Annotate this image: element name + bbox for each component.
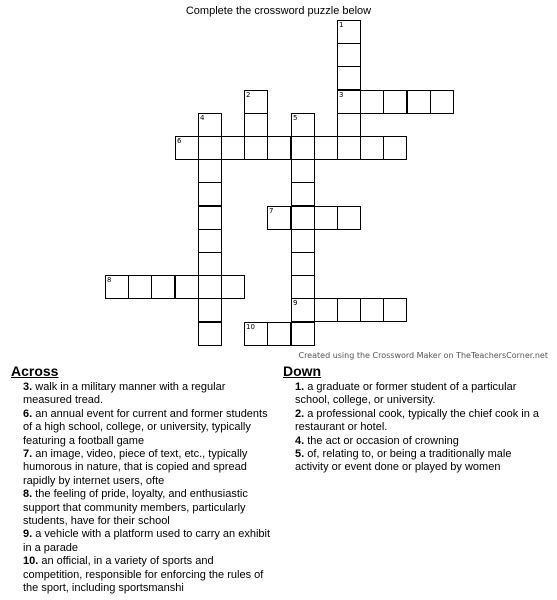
grid-cell[interactable] xyxy=(267,206,291,230)
grid-cell[interactable] xyxy=(198,322,222,346)
grid-cell-number: 5 xyxy=(293,114,298,122)
grid-cell-number: 2 xyxy=(246,91,251,99)
grid-cell-number: 7 xyxy=(269,207,274,215)
down-clues xyxy=(283,363,545,475)
grid-cell[interactable] xyxy=(383,90,407,114)
grid-cell-number: 3 xyxy=(339,91,344,99)
grid-cell[interactable] xyxy=(337,20,361,44)
grid-cell[interactable] xyxy=(337,66,361,90)
grid-cell[interactable] xyxy=(151,275,175,299)
grid-cell-number: 6 xyxy=(177,137,182,145)
grid-cell[interactable] xyxy=(175,136,199,160)
clue-down-5: 5. of, relating to, or being a traditionally male activity or event done or played by women xyxy=(295,448,512,474)
grid-cell[interactable] xyxy=(337,113,361,137)
grid-cell[interactable] xyxy=(244,136,268,160)
grid-cell[interactable] xyxy=(291,136,315,160)
grid-cell-number: 1 xyxy=(339,21,344,29)
clue-down-2: 2. a professional cook, typically the chief cook in a restaurant or hotel. xyxy=(295,407,539,434)
grid-cell[interactable] xyxy=(337,206,361,230)
grid-cell[interactable] xyxy=(244,113,268,137)
clue-across-6: 6. an annual event for current and former students of a high school, college, or university, typically featuring a football game xyxy=(23,407,268,447)
clue-down-1: 1. a graduate or former student of a particular school, college, or university. xyxy=(295,381,517,407)
grid-cell[interactable] xyxy=(221,275,245,299)
grid-cell[interactable] xyxy=(360,298,384,322)
grid-cell[interactable] xyxy=(291,113,315,137)
grid-cell[interactable] xyxy=(407,90,431,114)
grid-cell[interactable] xyxy=(291,159,315,183)
grid-cell[interactable] xyxy=(314,206,338,230)
grid-cell[interactable] xyxy=(198,275,222,299)
grid-cell[interactable] xyxy=(175,275,199,299)
grid-cell[interactable] xyxy=(244,322,268,346)
clue-across-3: 3. walk in a military manner with a regular measured tread. xyxy=(23,381,226,407)
grid-cell[interactable] xyxy=(198,252,222,276)
grid-cell[interactable] xyxy=(267,136,291,160)
grid-cell[interactable] xyxy=(430,90,454,114)
grid-cell[interactable] xyxy=(383,136,407,160)
grid-cell[interactable] xyxy=(337,298,361,322)
grid-cell[interactable] xyxy=(198,136,222,160)
grid-cell[interactable] xyxy=(198,206,222,230)
grid-cell[interactable] xyxy=(128,275,152,299)
grid-cell-number: 8 xyxy=(107,276,112,284)
clue-across-8: 8. the feeling of pride, loyalty, and enthusiastic support that community members, particularly students, have for their school xyxy=(23,488,248,528)
grid-cell[interactable] xyxy=(360,90,384,114)
grid-cell[interactable] xyxy=(291,229,315,253)
grid-cell[interactable] xyxy=(105,275,129,299)
clue-across-9: 9. a vehicle with a platform used to carry an exhibit in a parade xyxy=(23,528,271,554)
grid-cell[interactable] xyxy=(291,322,315,346)
grid-cell[interactable] xyxy=(267,322,291,346)
grid-cell[interactable] xyxy=(198,159,222,183)
grid-cell[interactable] xyxy=(383,298,407,322)
grid-cell[interactable] xyxy=(198,113,222,137)
across-heading: Across xyxy=(11,363,59,379)
grid-cell[interactable] xyxy=(291,182,315,206)
grid-cell[interactable] xyxy=(198,298,222,322)
clue-across-10: 10. an official, in a variety of sports and competition, responsible for enforcing the rules of the sport, including sportsmanshi xyxy=(23,555,264,595)
grid-cell[interactable] xyxy=(337,43,361,67)
grid-cell[interactable] xyxy=(291,206,315,230)
grid-cell-number: 4 xyxy=(200,114,205,122)
clue-across-7: 7. an image, video, piece of text, etc., typically humorous in nature, that is copied and spread rapidly by internet users, ofte xyxy=(23,448,248,487)
grid-cell[interactable] xyxy=(244,90,268,114)
grid-cell-number: 9 xyxy=(293,299,298,307)
down-heading: Down xyxy=(283,363,322,379)
grid-cell[interactable] xyxy=(337,136,361,160)
grid-cell[interactable] xyxy=(337,90,361,114)
across-clues xyxy=(11,363,273,596)
clue-down-4: 4. the act or occasion of crowning xyxy=(295,434,459,447)
grid-cell-number: 10 xyxy=(246,323,255,331)
grid-cell[interactable] xyxy=(198,229,222,253)
credit-text: Created using the Crossword Maker on TheTeachersCorner.net xyxy=(298,351,548,360)
grid-cell[interactable] xyxy=(360,136,384,160)
puzzle-title: Complete the crossword puzzle below xyxy=(185,5,372,17)
grid-cell[interactable] xyxy=(221,136,245,160)
grid-cell[interactable] xyxy=(314,298,338,322)
grid-cell[interactable] xyxy=(198,182,222,206)
grid-cell[interactable] xyxy=(291,298,315,322)
grid-cell[interactable] xyxy=(291,275,315,299)
grid-cell[interactable] xyxy=(314,136,338,160)
grid-cell[interactable] xyxy=(291,252,315,276)
